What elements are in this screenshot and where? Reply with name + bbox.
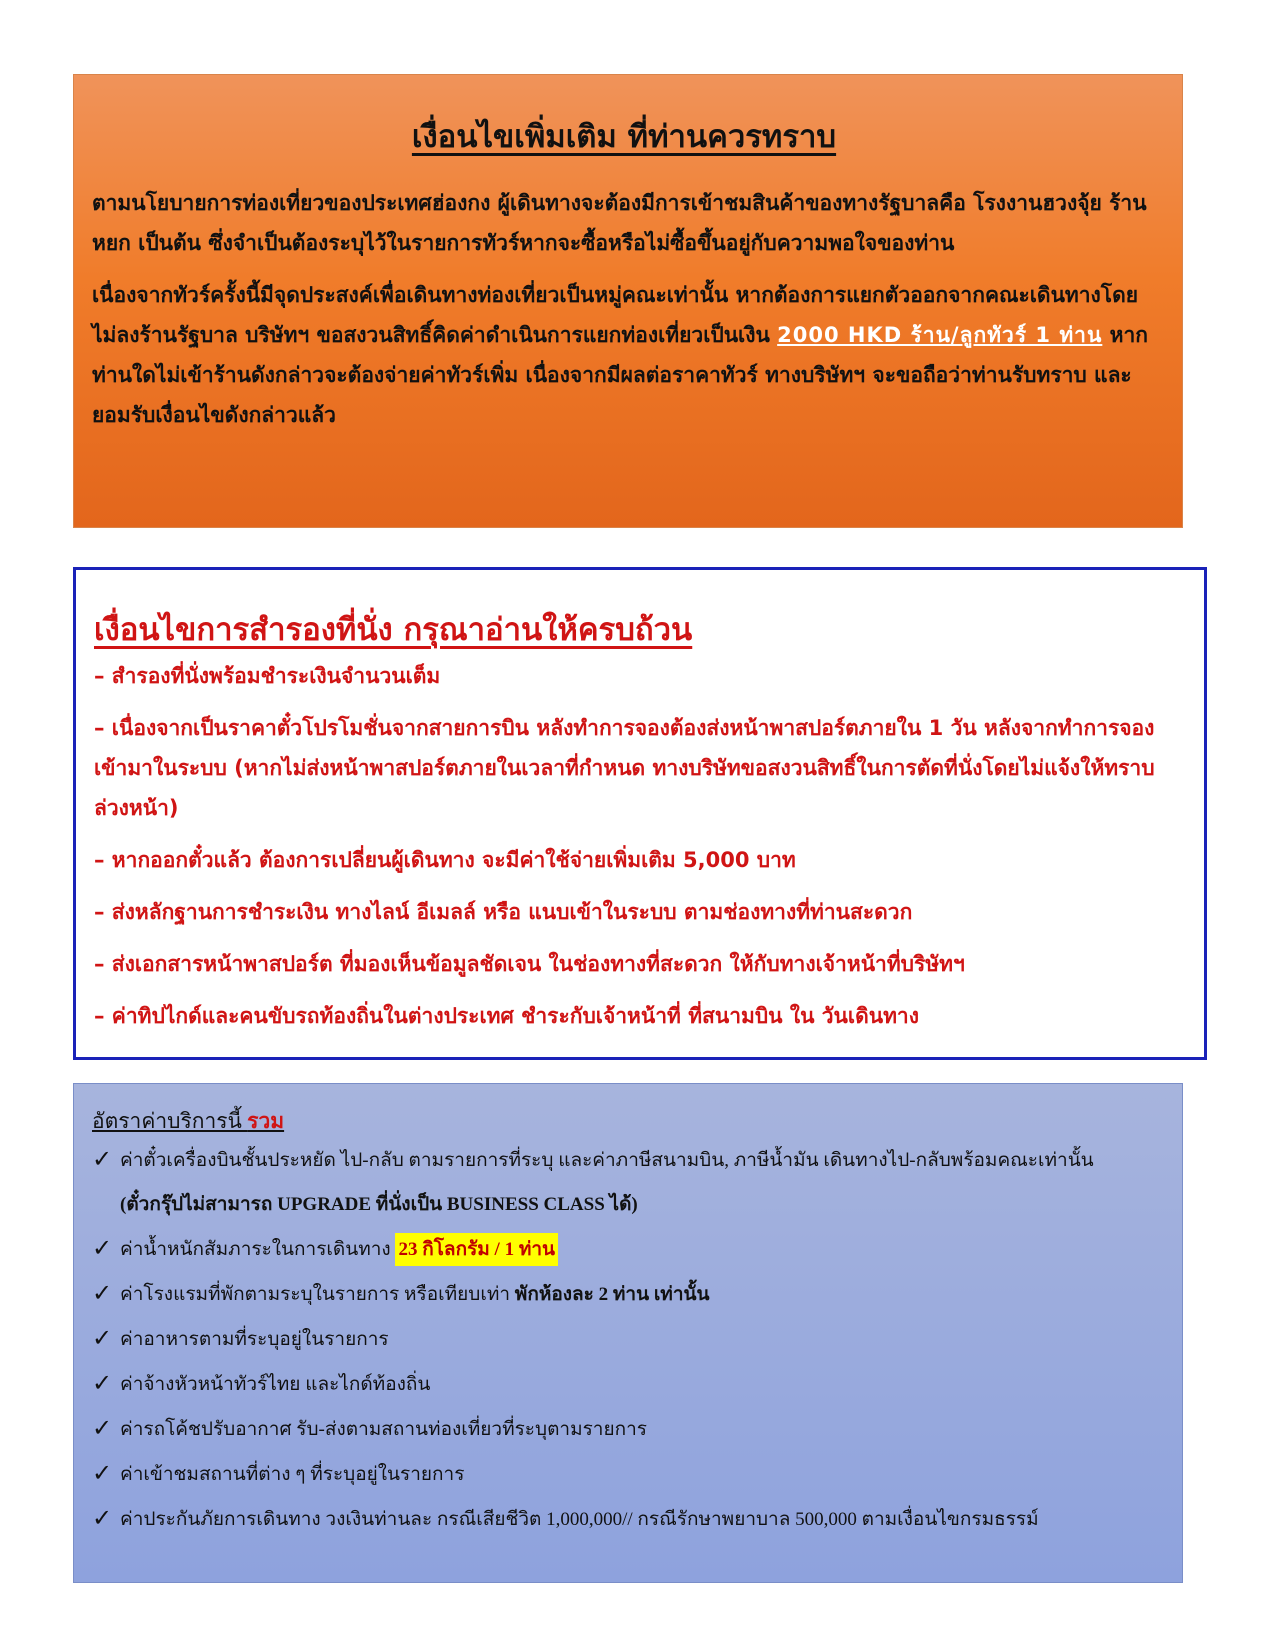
include-item-hotel-occupancy: พักห้องละ 2 ท่าน เท่านั้น (514, 1284, 710, 1305)
reservation-item-name-change-fee: – หากออกตั๋วแล้ว ต้องการเปลี่ยนผู้เดินทาง จะมีค่าใช้จ่ายเพิ่มเติม 5,000 บาท (94, 848, 796, 872)
separation-fee-text-b: หากท่านใดไม่เข้าร้านดังกล่าวจะต้องจ่ายค่าทัวร์เพิ่ม เนื่องจากมีผลต่อราคาทัวร์ ทางบริษัทฯ จะขอถือว่าท่านรับทราบ และ ยอมรับเงื่อนไขดังกล่าวแล้ว (92, 323, 1148, 427)
additional-conditions-panel (73, 74, 1183, 528)
include-item-baggage-text: ค่าน้ำหนักสัมภาระในการเดินทาง (120, 1239, 396, 1260)
include-item-airfare-note: (ตั๋วกรุ๊ปไม่สามารถ UPGRADE ที่นั่งเป็น BUSINESS CLASS ได้) (120, 1194, 638, 1215)
check-icon: ✓ (92, 1234, 113, 1262)
include-item-hotel (92, 1280, 1162, 1310)
include-item-airfare-text: ค่าตั๋วเครื่องบินชั้นประหยัด ไป-กลับ ตามรายการที่ระบุ และค่าภาษีสนามบิน, ภาษีน้ำมัน เดินทางไป-กลับพร้อมคณะเท่านั้น (120, 1150, 1094, 1171)
check-icon: ✓ (92, 1369, 113, 1397)
separation-fee-paragraph (92, 275, 1156, 435)
check-icon: ✓ (92, 1145, 113, 1173)
reservation-conditions-title: เงื่อนไขการสำรองที่นั่ง กรุณาอ่านให้ครบถ้วน (94, 612, 693, 648)
check-icon: ✓ (92, 1324, 113, 1352)
check-icon: ✓ (92, 1459, 113, 1487)
reservation-item-tips: – ค่าทิปไกด์และคนขับรถท้องถิ่นในต่างประเทศ ชำระกับเจ้าหน้าที่ ที่สนามบิน ใน วันเดินทาง (94, 1004, 919, 1028)
additional-conditions-title: เงื่อนไขเพิ่มเติม ที่ท่านควรทราบ (411, 119, 837, 155)
include-item-baggage (92, 1235, 1162, 1265)
separation-fee-amount: 2000 HKD ร้าน/ลูกทัวร์ 1 ท่าน (777, 323, 1103, 347)
include-item-guide-text: ค่าจ้างหัวหน้าทัวร์ไทย และไกด์ท้องถิ่น (120, 1374, 431, 1395)
shopping-policy-paragraph: ตามนโยบายการท่องเที่ยวของประเทศฮ่องกง ผู้เดินทางจะต้องมีการเข้าชมสินค้าของทางรัฐบาลคือ โรงงานฮวงจุ้ย ร้านหยก เป็นต้น ซึ่งจำเป็นต้องระบุไว้ในรายการทัวร์หากจะซื้อหรือไม่ซื้อขึ้นอยู่กับความพอใจของท่าน (92, 191, 1147, 255)
include-item-meals (92, 1325, 1162, 1355)
include-item-insurance (92, 1505, 1162, 1535)
reservation-item-full-payment: – สำรองที่นั่งพร้อมชำระเงินจำนวนเต็ม (94, 664, 441, 688)
include-item-admission-text: ค่าเข้าชมสถานที่ต่าง ๆ ที่ระบุอยู่ในรายการ (120, 1464, 465, 1485)
check-icon: ✓ (92, 1279, 113, 1307)
include-item-coach-text: ค่ารถโค้ชปรับอากาศ รับ-ส่งตามสถานท่องเที่ยวที่ระบุตามรายการ (120, 1419, 647, 1440)
include-item-insurance-text: ค่าประกันภัยการเดินทาง วงเงินท่านละ กรณีเสียชีวิต 1,000,000// กรณีรักษาพยาบาล 500,000 ตามเงื่อนไขกรมธรรม์ (120, 1509, 1039, 1530)
price-includes-heading-highlight: รวม (247, 1109, 285, 1133)
baggage-allowance-highlight: 23 กิโลกรัม / 1 ท่าน (395, 1233, 558, 1266)
separation-fee-text-a: เนื่องจากทัวร์ครั้งนี้มีจุดประสงค์เพื่อเดินทางท่องเที่ยวเป็นหมู่คณะเท่านั้น หากต้องการแยกตัวออกจากคณะเดินทางโดยไม่ลงร้านรัฐบาล บริษัทฯ ขอสงวนสิทธิ์คิดค่าดำเนินการแยกท่องเที่ยวเป็นเงิน (92, 283, 1139, 347)
price-includes-heading (92, 1106, 1162, 1136)
price-includes-panel (73, 1083, 1183, 1583)
include-item-guide (92, 1370, 1162, 1400)
check-icon: ✓ (92, 1414, 113, 1442)
include-item-hotel-text: ค่าโรงแรมที่พักตามระบุในรายการ หรือเทียบเท่า (120, 1284, 515, 1305)
include-item-admission (92, 1460, 1162, 1490)
reservation-item-payment-proof: – ส่งหลักฐานการชำระเงิน ทางไลน์ อีเมลล์ หรือ แนบเข้าในระบบ ตามช่องทางที่ท่านสะดวก (94, 900, 913, 924)
reservation-item-passport-deadline: – เนื่องจากเป็นราคาตั๋วโปรโมชั่นจากสายการบิน หลังทำการจองต้องส่งหน้าพาสปอร์ตภายใน 1 วัน หลังจากทำการจองเข้ามาในระบบ (หากไม่ส่งหน้าพาสปอร์ตภายในเวลาที่กำหนด ทางบริษัทขอสงวนสิทธิ์ในการตัดที่นั่งโดยไม่แจ้งให้ทราบล่วงหน้า) (94, 716, 1155, 820)
reservation-conditions-panel (73, 567, 1207, 1060)
include-item-meals-text: ค่าอาหารตามที่ระบุอยู่ในรายการ (120, 1329, 389, 1350)
include-item-airfare (92, 1146, 1162, 1220)
price-includes-heading-text: อัตราค่าบริการนี้ (92, 1109, 248, 1133)
reservation-item-passport-copy: – ส่งเอกสารหน้าพาสปอร์ต ที่มองเห็นข้อมูลชัดเจน ในช่องทางที่สะดวก ให้กับทางเจ้าหน้าที่บริษัทฯ (94, 952, 965, 976)
check-icon: ✓ (92, 1504, 113, 1532)
include-item-coach (92, 1415, 1162, 1445)
